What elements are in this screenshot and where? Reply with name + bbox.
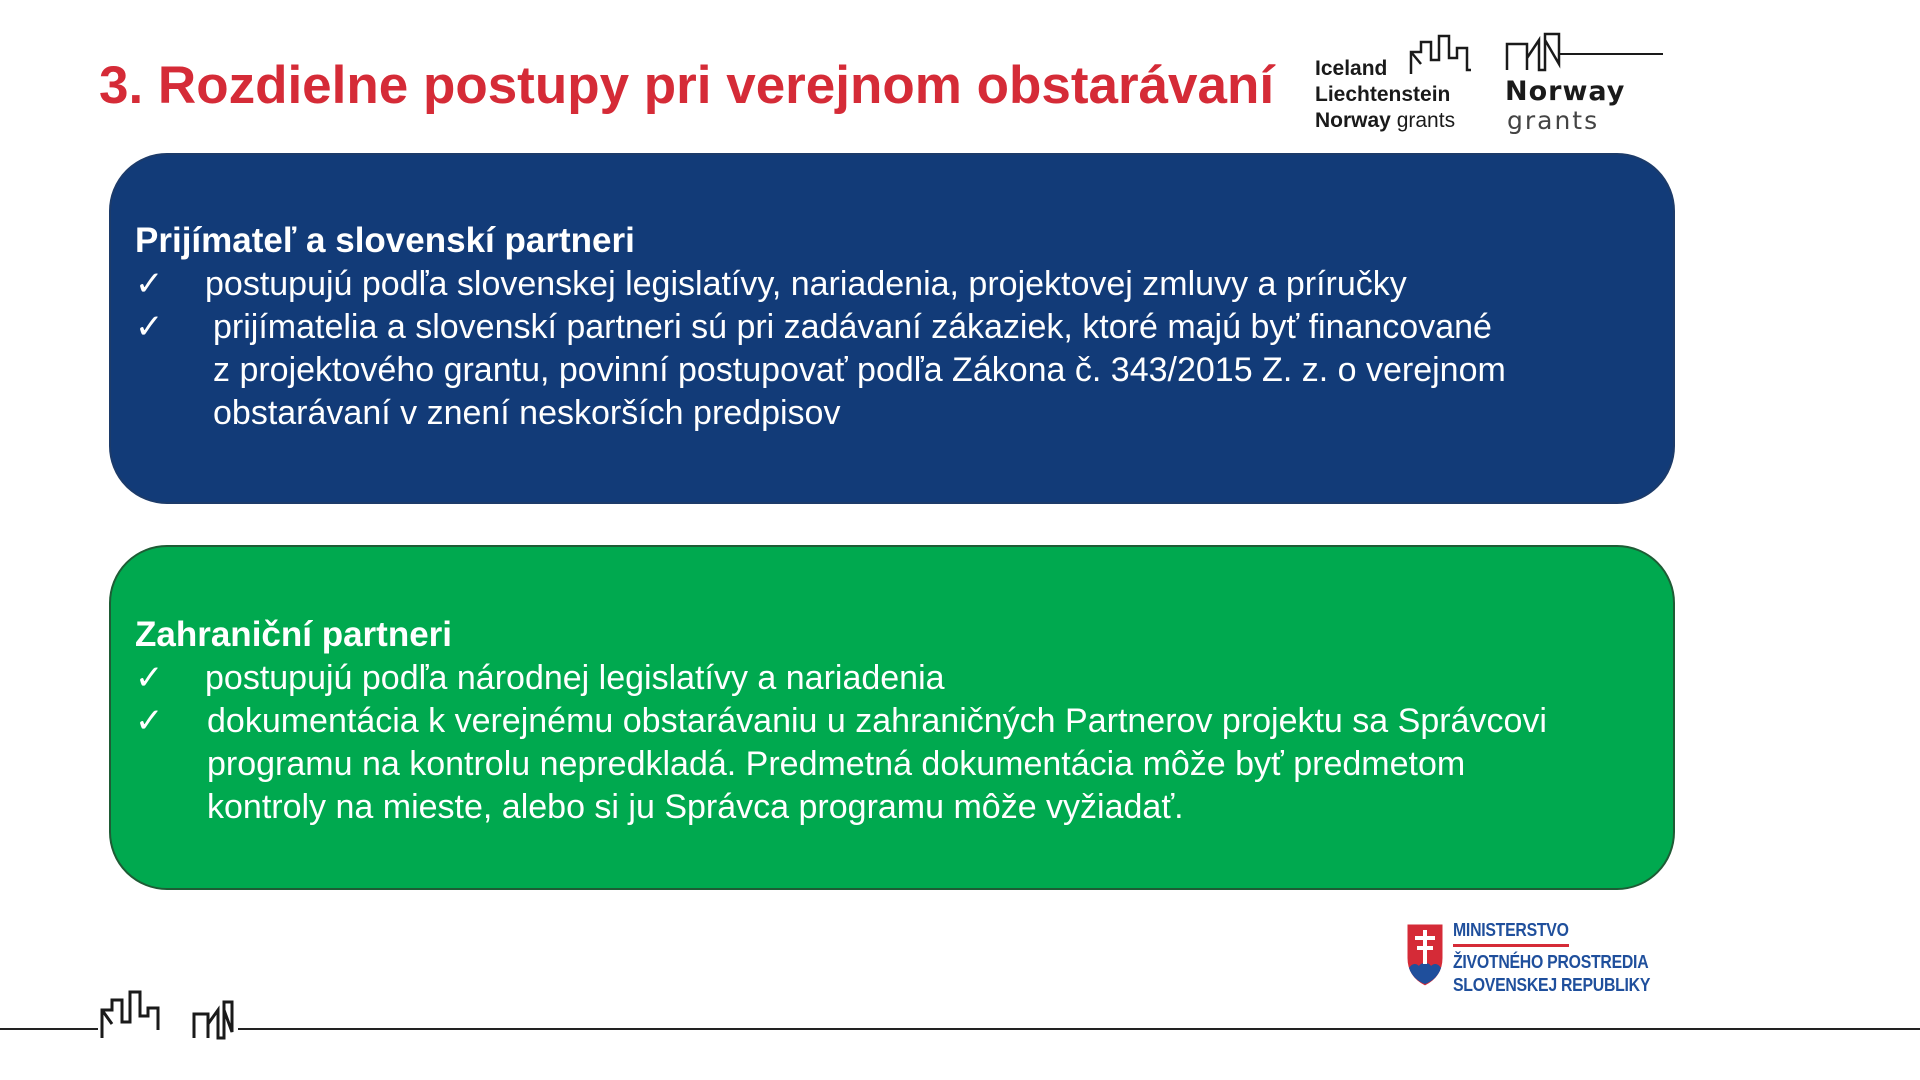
bullet-line: postupujú podľa národnej legislatívy a nariadenia — [205, 659, 945, 697]
bullet-line: prijímatelia a slovenskí partneri sú pri zadávaní zákaziek, ktoré majú byť financované — [213, 308, 1492, 346]
norway-logo-grants: grants — [1507, 106, 1600, 135]
eea-logo-line-liechtenstein: Liechtenstein — [1315, 83, 1451, 106]
bullet-line: postupujú podľa slovenskej legislatívy, nariadenia, projektovej zmluvy a príručky — [205, 265, 1407, 303]
eea-logo-line-iceland: Iceland — [1315, 57, 1388, 80]
norway-grants-logo-icon — [1505, 30, 1665, 74]
foreign-partners-box — [109, 545, 1675, 890]
bullet-line: dokumentácia k verejnému obstarávaniu u zahraničných Partnerov projektu sa Správcovi — [207, 702, 1547, 740]
recipients-heading: Prijímateľ a slovenskí partneri — [135, 221, 635, 260]
ministry-line-1: MINISTERSTVO — [1453, 920, 1569, 940]
checkmark-icon: ✓ — [135, 659, 164, 697]
eea-logo-norway: Norway — [1315, 109, 1391, 132]
recipients-bullet-2-text — [213, 306, 1506, 435]
bullet-line: programu na kontrolu nepredkladá. Predmetná dokumentácia môže byť predmetom — [207, 745, 1466, 783]
eea-logo-line-norway-grants — [1315, 109, 1455, 133]
bullet-line: kontroly na mieste, alebo si ju Správca programu môže vyžiadať. — [207, 788, 1184, 826]
norway-grants-logo — [1505, 30, 1665, 140]
checkmark-icon: ✓ — [135, 702, 164, 740]
ministry-logo — [1405, 918, 1665, 1008]
footer-divider — [0, 1028, 1920, 1030]
bullet-line: obstarávaní v znení neskorších predpisov — [213, 394, 841, 432]
page-title: 3. Rozdielne postupy pri verejnom obstarávaní — [99, 56, 1275, 115]
foreign-partners-heading: Zahraniční partneri — [135, 615, 453, 654]
eea-logo-grants: grants — [1396, 109, 1456, 132]
eea-grants-logo — [1315, 30, 1485, 140]
ministry-line-2: ŽIVOTNÉHO PROSTREDIA — [1453, 952, 1649, 972]
foreign-bullet-2-text — [207, 700, 1547, 829]
recipients-box — [109, 153, 1675, 504]
foreign-bullet-1-text — [205, 657, 945, 700]
eea-grants-logo-icon — [1409, 30, 1473, 76]
ministry-red-divider — [1453, 944, 1569, 947]
norway-logo-norway: Norway — [1505, 76, 1626, 107]
checkmark-icon: ✓ — [135, 308, 164, 346]
bullet-line: z projektového grantu, povinní postupovať podľa Zákona č. 343/2015 Z. z. o verejnom — [213, 351, 1506, 389]
checkmark-icon: ✓ — [135, 265, 164, 303]
slovak-coat-of-arms-icon — [1405, 922, 1445, 988]
ministry-line-3: SLOVENSKEJ REPUBLIKY — [1453, 975, 1651, 995]
grants-footer-mark-icon — [98, 988, 238, 1040]
recipients-bullet-1-text — [205, 263, 1407, 306]
